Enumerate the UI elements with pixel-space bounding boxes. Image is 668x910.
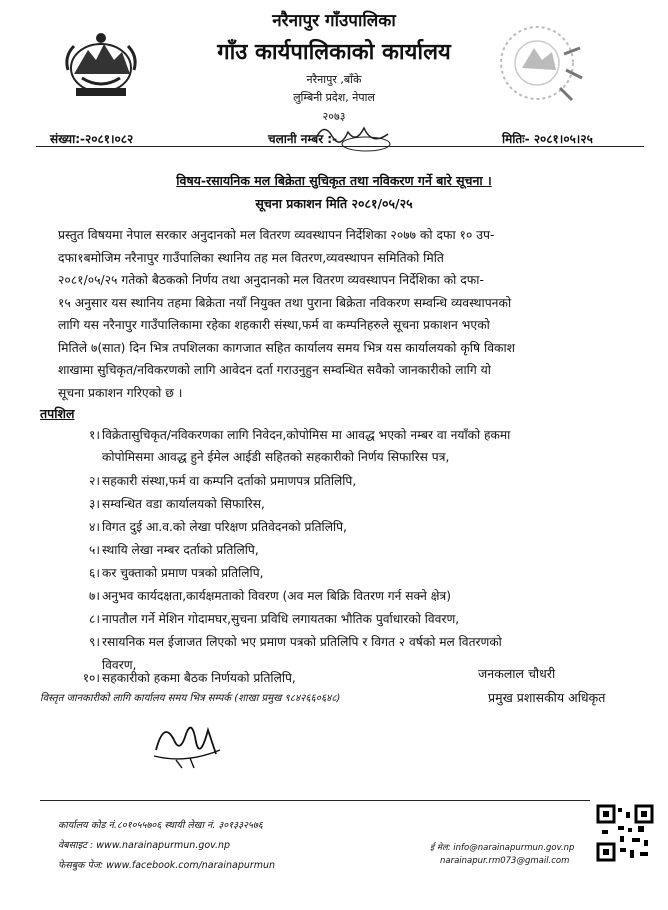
notice-subject: विषय-रसायनिक मल बिक्रेता सुचिकृत तथा नविकरण गर्ने बारे सूचना । [176,173,492,188]
item-text: स्थायि लेखा नम्बर दर्ताको प्रतिलिपि, [102,543,259,557]
body-line: मितिले ७(सात) दिन भित्र तपशिलका कागजात सहित कार्यालय समय भित्र यस कार्यालयको कृषि विकाश [58,340,516,355]
item-number: १। [89,428,100,442]
handwritten-signature [146,710,226,770]
item-number: ७। [89,589,100,603]
body-line: प्रस्तुत विषयमा नेपाल सरकार अनुदानको मल वितरण व्यवस्थापन निर्देशिका २०७७ को दफा १० उप- [58,228,495,242]
body-line: सूचना प्रकाशन गरिएको छ । [58,385,183,400]
item-number: ६। [89,566,100,580]
dispatch-number-label: चलानी नम्बर :- [268,132,338,146]
item-number: ५। [89,543,100,557]
address-line-2: लुम्बिनी प्रदेश, नेपाल [293,91,375,104]
item-text: अनुभव कार्यदक्षता,कार्यक्षमताको विवरण (अव मल बिक्रि वितरण गर्न सक्ने क्षेत्र) [102,589,452,603]
facebook-link[interactable]: फेसबुक पेज: www.facebook.com/narainapurmun [58,860,276,871]
email-primary[interactable]: ई मेल: info@narainapurmun.gov.np [430,843,575,853]
item-text: सहकारीको हकमा बैठक निर्णयको प्रतिलिपि, [102,671,296,685]
schedule-heading: तपशिल [40,406,75,421]
item-number: २। [89,474,100,488]
item-text: विगत दुई आ.व.को लेखा परिक्षण प्रतिवेदनको प्रतिलिपि, [102,520,347,534]
notice-body [58,224,614,404]
item-text: रसायनिक मल ईजाजत लिएको भए प्रमाण पत्रको प्रतिलिपि र विगत २ वर्षको मल वितरणको [102,635,502,649]
header-divider [36,146,644,147]
item-number: ३। [89,497,100,511]
issue-date: मितिः- २०८१।०५।२५ [502,132,593,146]
signatory-title: प्रमुख प्रशासकीय अधिकृत [488,690,606,705]
item-text: सहकारी संस्था,फर्म वा कम्पनि दर्ताको प्रमाणपत्र प्रतिलिपि, [102,474,357,488]
established-year: २०७३ [322,110,346,123]
office-title: गाँउ कार्यपालिकाको कार्यालय [217,40,451,65]
item-number: ४। [89,520,100,534]
contact-note: विस्तृत जानकारीको लागि कार्यालय समय भित्र सम्पर्क (शाखा प्रमुख ९८४२६६०६४८) [40,693,341,704]
item-text: कर चुक्ताको प्रमाण पत्रको प्रतिलिपि, [102,566,264,580]
item-text: नापतौल गर्ने मेशिन गोदामघर,सुचना प्रविधि लगायतका भौतिक पुर्वाधारको विवरण, [102,612,460,626]
email-secondary[interactable]: narainapur.rm073@gmail.com [440,856,570,866]
reference-number: संख्या:-२०८१।०८२ [50,132,134,146]
office-codes: कार्यालय कोड नं.८०१०५५७०६ स्थायी लेखा नं. ३०१३३२५७६ [58,820,263,831]
item-number: ९। [89,635,100,649]
qr-code-icon[interactable] [596,804,654,862]
office-name: नरैनापुर गाँउपालिका [272,11,396,31]
item-text: कोपोमिसमा आवद्ध हुने ईमेल आईडी सहितको सहकारीको निर्णय सिफारिस पत्र, [102,450,450,464]
publication-date: सूचना प्रकाशन मिति २०८१/०५/२५ [255,196,413,211]
item-number: ८। [89,612,100,626]
body-line: लागि यस नरैनापुर गाउँपालिकामा रहेका शहकारी संस्था,फर्म वा कम्पनिहरुले सूचना प्रकाशन भएको [58,318,490,332]
dispatch-initials-mark [310,118,400,154]
body-line: १५ अनुसार यस स्थानिय तहमा बिक्रेता नयाँ नियुक्त तथा पुराना बिक्रेता नविकरण सम्वन्धि व्यवस्थापनको [58,295,512,310]
address-line-1: नरैनापुर ,बाँके [306,73,362,86]
item-number: १०। [82,671,100,685]
website-link[interactable]: वेबसाइट : www.narainapurmun.gov.np [58,840,231,851]
item-text: सम्वन्धित वडा कार्यालयको सिफारिस, [102,497,265,511]
office-seal-stamp [482,18,592,108]
signatory-name: जनकलाल चौधरी [478,666,556,681]
item-text: विवरण, [102,658,137,672]
body-line: शाखामा सुचिकृत/नविकरणको लागि आवेदन दर्ता गराउनुहुन सम्वन्धित सवैको जानकारीको लागि यो [58,363,491,377]
footer-divider [40,800,590,801]
body-line: २०८१/०५/२५ गतेको बैठकको निर्णय तथा अनुदानको मल वितरण व्यवस्थापन निर्देशिका को दफा- [58,273,484,287]
item-text: विक्रेतासुचिकृत/नविकरणका लागि निवेदन,कोपोमिस मा आवद्ध भएको नम्बर वा नयाँको हकमा [102,428,511,442]
body-line: दफा१बमोजिम नरैनापुर गाउँपालिका स्थानिय तह मल वितरण,व्यवस्थापन समितिको मिति [58,250,444,265]
